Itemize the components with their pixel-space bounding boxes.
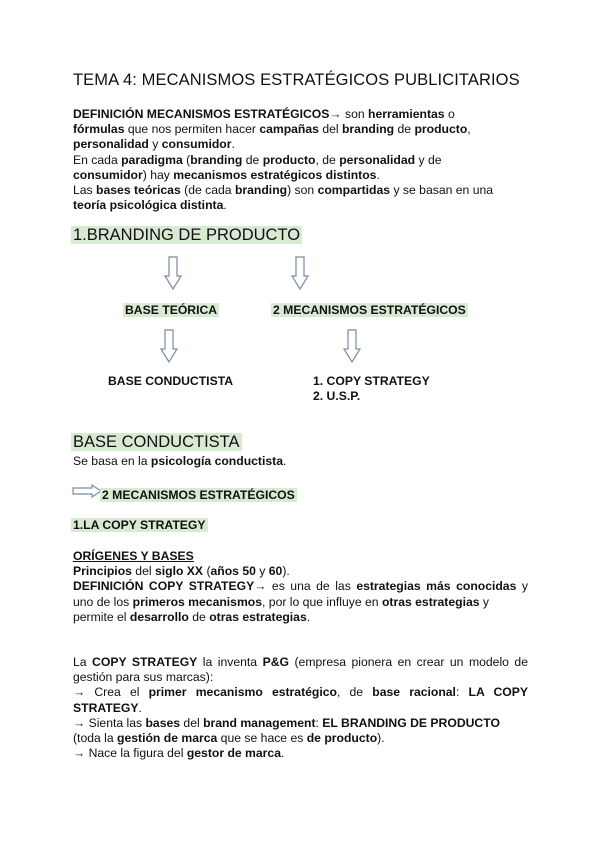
copy-strategy-heading: 1.LA COPY STRATEGY — [73, 518, 206, 532]
bold-text: producto — [414, 122, 468, 137]
down-arrow-icon — [164, 256, 182, 290]
base-conductista-text — [73, 454, 286, 469]
text-run: . — [282, 454, 287, 468]
definition-line — [73, 153, 533, 168]
bold-text: LA COPY STRATEGY — [73, 685, 529, 715]
bold-text: siglo XX — [154, 564, 204, 579]
text-run: , de — [315, 152, 340, 167]
definition-line — [73, 107, 533, 122]
text-run: ) son — [287, 183, 318, 198]
bold-text: paradigma — [121, 152, 183, 167]
text-run: (de cada — [180, 183, 235, 198]
text-run: ) hay — [142, 167, 174, 182]
bold-text: herramientas — [368, 107, 445, 121]
bold-text: producto — [262, 152, 316, 167]
down-arrow-icon — [343, 329, 361, 363]
text-run: : — [455, 685, 469, 700]
text-run: La — [73, 655, 93, 669]
text-run: Las — [73, 183, 97, 198]
base-conductista-heading — [71, 433, 242, 452]
text-run: es una de las — [266, 579, 357, 594]
base-conductista-label: BASE CONDUCTISTA — [108, 374, 234, 388]
text-run: y — [255, 564, 269, 579]
page-title: TEMA 4: MECANISMOS ESTRATÉGICOS PUBLICITARIOS — [73, 71, 520, 89]
bold-text: personalidad — [339, 152, 416, 167]
down-arrow-icon — [291, 256, 309, 290]
text-run: y de — [415, 152, 442, 167]
text-run: y — [479, 594, 490, 609]
text-run: ). — [377, 731, 385, 746]
text-run: ). — [282, 564, 290, 579]
definition-line — [73, 137, 533, 152]
text-run: . — [306, 609, 311, 624]
bold-text: base racional — [372, 685, 456, 700]
section-branding-heading-text: 1.BRANDING DE PRODUCTO — [73, 226, 301, 244]
bold-text: otras estrategias — [381, 594, 480, 609]
text-run: del — [180, 715, 204, 730]
bold-text: Principios — [73, 564, 132, 579]
crea-line — [73, 685, 528, 715]
text-run: ( — [182, 152, 191, 167]
text-run: , por lo que influye en — [262, 594, 382, 609]
text-run: (empresa pionera en crear un modelo de gestión para sus marcas): — [73, 655, 528, 685]
bold-text: EL BRANDING DE PRODUCTO — [322, 715, 500, 730]
text-run: y uno de los — [73, 579, 528, 609]
text-run: de — [188, 609, 210, 624]
copy-strategy-origin — [73, 655, 528, 761]
text-run: : — [315, 715, 323, 730]
definition-paragraph — [73, 107, 533, 213]
bold-text: estrategias más conocidas — [356, 579, 517, 594]
bold-text: de producto — [306, 731, 378, 746]
bold-text: consumidor — [73, 167, 143, 182]
text-run: Se basa en la — [73, 454, 151, 468]
text-run: . — [376, 167, 380, 182]
text-run: En cada — [73, 152, 122, 167]
text-run: . — [231, 137, 235, 152]
down-arrow-icon — [160, 329, 178, 363]
bold-text: 60 — [268, 564, 283, 579]
permite-line — [73, 610, 528, 625]
text-run: , de — [336, 685, 373, 700]
text-run: que nos permiten hacer — [124, 122, 260, 137]
list-item: 2. U.S.P. — [313, 389, 361, 404]
copy-strategy-body — [73, 549, 528, 625]
text-run: → Crea el — [73, 685, 149, 700]
text-run: son — [341, 107, 369, 121]
inventa-line — [73, 655, 528, 685]
definition-line — [73, 198, 533, 213]
origenes-heading: ORÍGENES Y BASES — [73, 549, 194, 563]
definition-line — [73, 183, 533, 198]
bold-text: bases teóricas — [96, 183, 181, 198]
copy-strategy-definition — [73, 579, 528, 609]
mechanism-list — [313, 374, 430, 404]
text-run: ( — [203, 564, 211, 579]
text-run: , — [467, 122, 471, 137]
bold-text: gestor de marca — [186, 746, 281, 761]
text-run: (toda la — [73, 731, 118, 746]
bold-text: COPY STRATEGY — [92, 655, 198, 669]
text-run: la inventa — [197, 655, 263, 669]
bold-text: primeros mecanismos — [132, 594, 263, 609]
bold-text: psicología conductista — [150, 454, 283, 468]
definition-line — [73, 168, 533, 183]
right-arrow-icon — [72, 484, 102, 498]
bold-text: personalidad — [73, 137, 149, 152]
bold-text: gestión de marca — [117, 731, 218, 746]
text-run: → Sienta las — [73, 715, 146, 730]
bold-text: brand management — [203, 715, 316, 730]
text-run: de — [394, 122, 415, 137]
bold-text: branding — [234, 183, 288, 198]
bold-text: branding — [341, 122, 395, 137]
bold-text: DEFINICIÓN MECANISMOS ESTRATÉGICOS→ — [73, 107, 342, 121]
text-run: o — [444, 107, 455, 121]
text-run: y — [148, 137, 162, 152]
text-run: . — [223, 198, 227, 213]
section-branding-heading — [71, 226, 302, 245]
text-run: permite el — [73, 609, 130, 624]
bold-text: otras estrategias — [209, 609, 307, 624]
bold-text: mecanismos estratégicos distintos — [173, 167, 377, 182]
principios-line — [73, 564, 528, 579]
text-run: y se basan en una — [390, 183, 494, 198]
bold-text: desarrollo — [129, 609, 189, 624]
base-teorica-label: BASE TEÓRICA — [125, 303, 218, 317]
bold-text: bases — [145, 715, 181, 730]
bold-text: consumidor — [161, 137, 232, 152]
bold-text: primer mecanismo estratégico — [148, 685, 337, 700]
bold-text: P&G — [262, 655, 289, 669]
bold-text: años 50 — [210, 564, 256, 579]
sienta-line — [73, 716, 528, 731]
text-run: . — [280, 746, 285, 761]
text-run: del — [131, 564, 155, 579]
text-run: que se hace es — [217, 731, 307, 746]
bold-text: campañas — [259, 122, 319, 137]
base-conductista-heading-text: BASE CONDUCTISTA — [73, 433, 240, 451]
bold-text: teoría psicológica distinta — [73, 198, 224, 213]
mecanismos-label: 2 MECANISMOS ESTRATÉGICOS — [273, 303, 466, 317]
mecanismos-subheading: 2 MECANISMOS ESTRATÉGICOS — [102, 488, 295, 502]
bold-text: compartidas — [317, 183, 391, 198]
text-run: de — [242, 152, 263, 167]
definition-line — [73, 122, 533, 137]
list-item: 1. COPY STRATEGY — [313, 374, 430, 388]
nace-line — [73, 746, 528, 761]
toda-line — [73, 731, 528, 746]
text-run: → Nace la figura del — [73, 746, 187, 761]
bold-text: DEFINICIÓN COPY STRATEGY→ — [73, 579, 267, 594]
text-run: . — [138, 700, 142, 715]
bold-text: branding — [190, 152, 243, 167]
bold-text: fórmulas — [73, 122, 125, 137]
text-run: del — [318, 122, 342, 137]
